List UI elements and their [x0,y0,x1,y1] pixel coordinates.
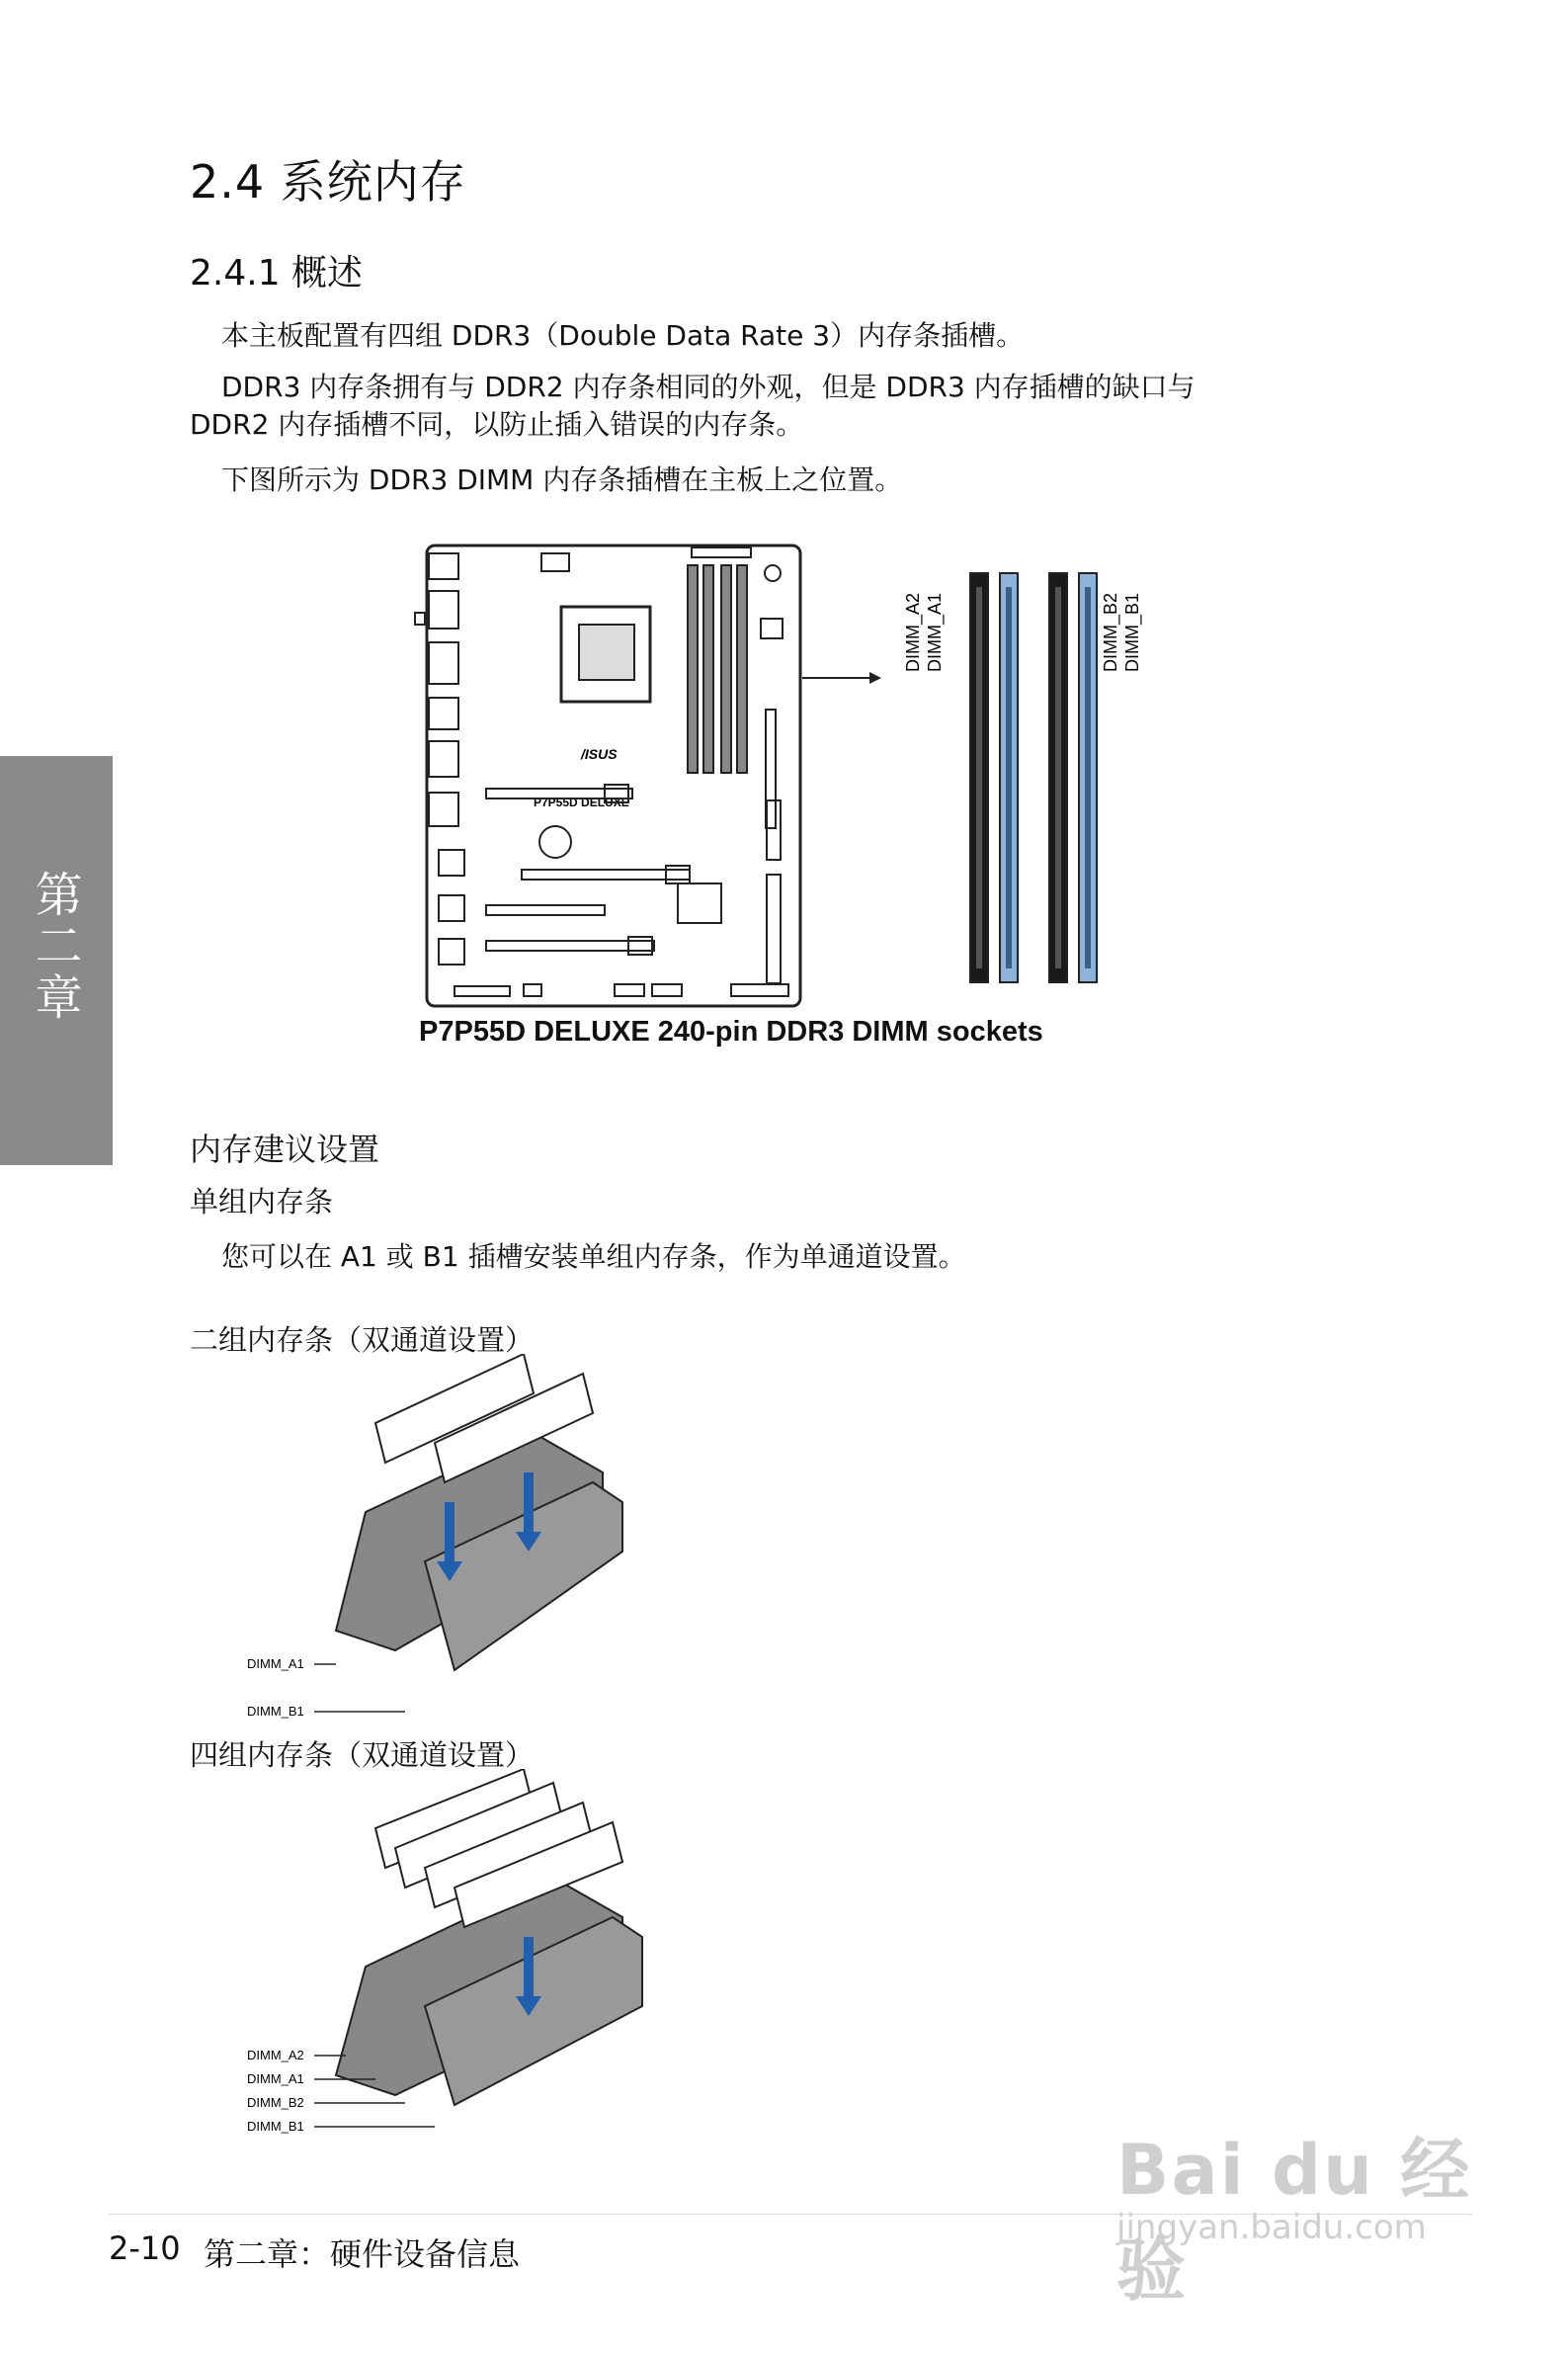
four-label-a2: DIMM_A2 [247,2048,304,2062]
baidu-watermark [1116,2105,1512,2311]
paragraph-1: 本主板配置有四组 DDR3（Double Data Rate 3）内存条插槽。 [221,319,1025,352]
four-module-heading: 四组内存条（双通道设置） [190,1738,535,1772]
footer-page-number: 2-10 [109,2229,181,2267]
single-text: 您可以在 A1 或 B1 插槽安装单组内存条，作为单通道设置。 [221,1240,966,1273]
section-heading: 2.4 系统内存 [190,155,466,209]
diagram-caption: P7P55D DELUXE 240-pin DDR3 DIMM sockets [419,1016,1043,1048]
two-module-illustration [227,1354,672,1749]
slot-label-a2: DIMM_A2 [903,592,923,672]
four-label-a1: DIMM_A1 [247,2071,304,2086]
watermark-logo-text: Bai du 经验 [1116,2130,1472,2311]
single-heading: 单组内存条 [190,1185,334,1219]
slot-label-a1: DIMM_A1 [925,592,945,672]
four-module-illustration [227,1769,672,2164]
slot-label-b1: DIMM_B1 [1122,592,1142,672]
four-label-b2: DIMM_B2 [247,2095,304,2110]
slot-label-b2: DIMM_B2 [1101,592,1120,672]
watermark-url: jingyan.baidu.com [1116,2208,1427,2247]
four-label-b1: DIMM_B1 [247,2119,304,2134]
motherboard-diagram [395,534,1186,1018]
recommend-heading: 内存建议设置 [190,1131,380,1168]
two-label-a1: DIMM_A1 [247,1656,304,1671]
paragraph-3: 下图所示为 DDR3 DIMM 内存条插槽在主板上之位置。 [221,463,903,496]
paragraph-2a: DDR3 内存条拥有与 DDR2 内存条相同的外观，但是 DDR3 内存插槽的缺口与 [221,371,1196,403]
board-model-label: P7P55D DELUXE [534,796,629,809]
two-label-b1: DIMM_B1 [247,1704,304,1719]
two-module-heading: 二组内存条（双通道设置） [190,1323,535,1357]
chapter-side-tab-label: 第二章 [27,870,82,1024]
subsection-heading: 2.4.1 概述 [190,253,364,294]
brand-logo-text: /ISUS [581,746,618,762]
footer-chapter-text: 第二章：硬件设备信息 [204,2235,521,2273]
paragraph-2b: DDR2 内存插槽不同，以防止插入错误的内存条。 [190,408,804,441]
